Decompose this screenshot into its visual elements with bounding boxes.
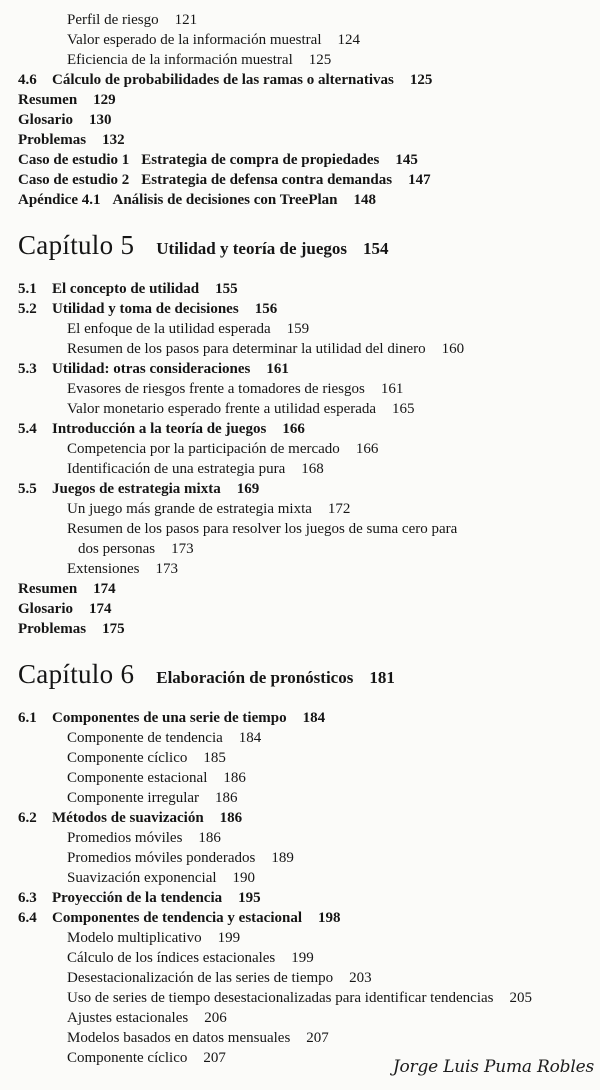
toc-entry — [0, 110, 600, 130]
page-number: 205 — [509, 990, 532, 1006]
toc-entry — [0, 379, 600, 399]
entry-title: Perfil de riesgo — [67, 12, 159, 28]
chapter-label: Capítulo 6 — [18, 659, 135, 689]
owner-signature: Jorge Luis Puma Robles — [392, 1057, 594, 1077]
toc-entry — [0, 359, 600, 379]
entry-title: Problemas — [18, 132, 87, 148]
entry-title: Proyección de la tendencia — [52, 890, 223, 906]
entry-title: Valor monetario esperado frente a utilidad esperada — [67, 401, 377, 417]
toc-entry — [0, 579, 600, 599]
entry-title: Identificación de una estrategia pura — [67, 461, 286, 477]
page-number: 181 — [369, 668, 395, 687]
chapter-label: Capítulo 5 — [18, 230, 135, 260]
page-number: 173 — [155, 561, 178, 577]
entry-title: Modelos basados en datos mensuales — [67, 1030, 291, 1046]
page-number: 206 — [204, 1010, 227, 1026]
toc-entry — [0, 459, 600, 479]
page-number: 165 — [392, 401, 415, 417]
entry-title: Uso de series de tiempo desestacionalizadas para identificar tendencias — [67, 990, 494, 1006]
toc-entry — [0, 559, 600, 579]
toc-entry — [0, 319, 600, 339]
entry-label: Apéndice 4.1 — [18, 192, 101, 208]
toc-entry — [0, 619, 600, 639]
toc-entry — [0, 748, 600, 768]
section-number: 6.4 — [18, 910, 37, 926]
toc-entry — [0, 150, 600, 170]
section-number: 6.2 — [18, 810, 37, 826]
page-number: 175 — [102, 621, 125, 637]
page-number: 174 — [89, 601, 112, 617]
entry-title: Promedios móviles ponderados — [67, 850, 256, 866]
section-number: 5.3 — [18, 361, 37, 377]
toc-entry — [0, 30, 600, 50]
page-number: 130 — [89, 112, 112, 128]
page-number: 184 — [238, 730, 262, 746]
toc-entry — [0, 419, 600, 439]
toc-entry — [0, 519, 600, 559]
page-number: 145 — [395, 152, 418, 168]
page-number: 125 — [308, 52, 332, 68]
toc-entry — [0, 908, 600, 928]
entry-title: Glosario — [18, 601, 73, 617]
chapter-heading — [0, 659, 600, 694]
toc-entry — [0, 599, 600, 619]
section-number: 5.2 — [18, 301, 37, 317]
entry-title: Juegos de estrategia mixta — [52, 481, 221, 497]
toc-entry — [0, 848, 600, 868]
toc-entry — [0, 708, 600, 728]
toc-entry — [0, 90, 600, 110]
entry-label: Caso de estudio 2 — [18, 172, 130, 188]
toc-entry — [0, 299, 600, 319]
entry-title: Resumen — [18, 92, 78, 108]
toc-entry — [0, 50, 600, 70]
page-number: 186 — [215, 790, 238, 806]
entry-title: Extensiones — [67, 561, 140, 577]
entry-title: Introducción a la teoría de juegos — [52, 421, 267, 437]
section-number: 6.1 — [18, 710, 37, 726]
entry-title: Desestacionalización de las series de tiempo — [67, 970, 334, 986]
page-number: 155 — [215, 281, 238, 297]
page-number: 189 — [271, 850, 294, 866]
entry-title: Estrategia de compra de propiedades — [141, 152, 380, 168]
entry-title: Componente cíclico — [67, 1050, 188, 1066]
toc-entry — [0, 70, 600, 90]
page-number: 185 — [203, 750, 226, 766]
entry-title: Componente cíclico — [67, 750, 188, 766]
page-number: 190 — [232, 870, 256, 886]
toc-entry — [0, 479, 600, 499]
page-number: 154 — [363, 239, 389, 258]
entry-title: Glosario — [18, 112, 73, 128]
page-number: 169 — [236, 481, 260, 497]
page-number: 166 — [355, 441, 379, 457]
toc-entry — [0, 728, 600, 748]
entry-label: Caso de estudio 1 — [18, 152, 130, 168]
toc-entry — [0, 439, 600, 459]
entry-title: Análisis de decisiones con TreePlan — [112, 192, 338, 208]
toc-entry — [0, 888, 600, 908]
page-number: 199 — [217, 930, 241, 946]
toc-entry — [0, 768, 600, 788]
entry-title: Utilidad y toma de decisiones — [52, 301, 239, 317]
entry-title: Resumen de los pasos para determinar la utilidad del dinero — [67, 341, 426, 357]
section-number: 5.1 — [18, 281, 37, 297]
page-number: 124 — [337, 32, 360, 48]
entry-title: Promedios móviles — [67, 830, 183, 846]
toc-entry — [0, 190, 600, 210]
page-number: 174 — [93, 581, 116, 597]
toc-entry — [0, 868, 600, 888]
page-number: 147 — [408, 172, 431, 188]
entry-title: Modelo multiplicativo — [67, 930, 202, 946]
entry-title: Ajustes estacionales — [67, 1010, 189, 1026]
entry-title: Componentes de tendencia y estacional — [52, 910, 302, 926]
page-number: 161 — [266, 361, 289, 377]
entry-title: Competencia por la participación de mercado — [67, 441, 340, 457]
chapter-title: Elaboración de pronósticos — [156, 668, 354, 687]
entry-title: Utilidad: otras consideraciones — [52, 361, 251, 377]
page-number: 195 — [238, 890, 261, 906]
toc-entry — [0, 399, 600, 419]
page-number: 186 — [223, 770, 246, 786]
page-number: 159 — [286, 321, 310, 337]
entry-title: Eficiencia de la información muestral — [67, 52, 293, 68]
page-number: 121 — [174, 12, 198, 28]
page-number: 166 — [282, 421, 305, 437]
section-number: 5.5 — [18, 481, 37, 497]
page-number: 129 — [93, 92, 116, 108]
page-number: 125 — [409, 72, 433, 88]
section-number: 6.3 — [18, 890, 37, 906]
section-number: 5.4 — [18, 421, 37, 437]
toc-entry — [0, 968, 600, 988]
entry-title: Cálculo de probabilidades de las ramas o alternativas — [52, 72, 394, 88]
entry-title: Problemas — [18, 621, 87, 637]
page-number: 184 — [302, 710, 326, 726]
page-number: 207 — [306, 1030, 329, 1046]
toc-entry — [0, 828, 600, 848]
page-number: 160 — [441, 341, 465, 357]
toc-entry — [0, 10, 600, 30]
toc-entry — [0, 279, 600, 299]
toc-entry — [0, 170, 600, 190]
toc-entry — [0, 1028, 600, 1048]
entry-title: El enfoque de la utilidad esperada — [67, 321, 271, 337]
page-number: 199 — [291, 950, 314, 966]
entry-title: Componente estacional — [67, 770, 208, 786]
entry-title: Cálculo de los índices estacionales — [67, 950, 276, 966]
page-number: 132 — [102, 132, 125, 148]
toc-entry — [0, 339, 600, 359]
toc-entry — [0, 928, 600, 948]
page-number: 203 — [349, 970, 372, 986]
page-number: 168 — [301, 461, 324, 477]
entry-title: Resumen de los pasos para resolver los juegos de suma cero para dos personas — [67, 521, 458, 557]
entry-title: Componentes de una serie de tiempo — [52, 710, 287, 726]
toc-entry — [0, 130, 600, 150]
chapter-heading — [0, 230, 600, 265]
page-number: 186 — [219, 810, 243, 826]
toc-entry — [0, 948, 600, 968]
entry-title: Resumen — [18, 581, 78, 597]
entry-title: Un juego más grande de estrategia mixta — [67, 501, 312, 517]
page-number: 186 — [198, 830, 221, 846]
chapter-title: Utilidad y teoría de juegos — [156, 239, 348, 258]
page-number: 161 — [380, 381, 404, 397]
entry-title: Suavización exponencial — [67, 870, 217, 886]
page-number: 198 — [318, 910, 341, 926]
page-number: 156 — [254, 301, 278, 317]
entry-title: Valor esperado de la información muestral — [67, 32, 322, 48]
toc-entry — [0, 808, 600, 828]
entry-title: Componente irregular — [67, 790, 200, 806]
entry-title: Componente de tendencia — [67, 730, 223, 746]
entry-title: Evasores de riesgos frente a tomadores de riesgos — [67, 381, 365, 397]
page-number: 173 — [171, 541, 194, 557]
page-number: 207 — [203, 1050, 226, 1066]
entry-title: Métodos de suavización — [52, 810, 204, 826]
toc-entry — [0, 499, 600, 519]
entry-title: Estrategia de defensa contra demandas — [141, 172, 393, 188]
toc-entry — [0, 1008, 600, 1028]
page-number: 172 — [327, 501, 351, 517]
toc-entry — [0, 988, 600, 1008]
entry-title: El concepto de utilidad — [52, 281, 200, 297]
page-number: 148 — [353, 192, 377, 208]
section-number: 4.6 — [18, 72, 37, 88]
toc-entry — [0, 788, 600, 808]
